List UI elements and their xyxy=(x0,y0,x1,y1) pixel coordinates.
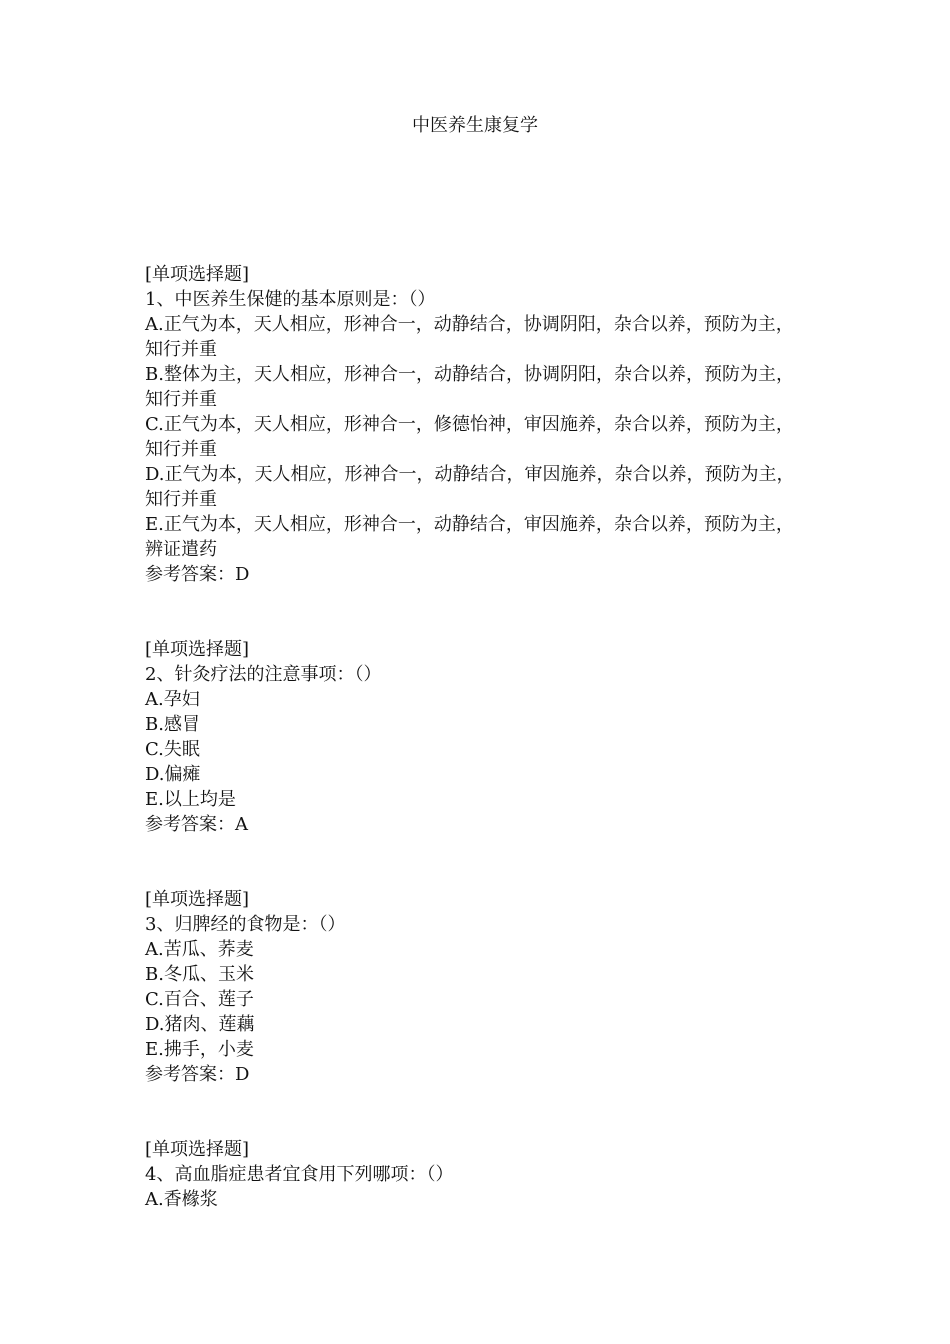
question-stem: 3、归脾经的食物是：（） xyxy=(145,914,346,935)
option-b: B.感冒 xyxy=(145,714,200,735)
option-d: D.正气为本，天人相应，形神合一，动静结合，审因施养，杂合以养，预防为主，知行并重 xyxy=(145,464,795,510)
option-a: A.苦瓜、荞麦 xyxy=(145,939,254,960)
option-d: D.偏瘫 xyxy=(145,764,201,785)
option-c: C.失眠 xyxy=(145,739,200,760)
question-block-4 xyxy=(145,1137,805,1212)
option-a: A.孕妇 xyxy=(145,689,200,710)
question-type: [单项选择题] xyxy=(145,889,250,910)
question-stem: 1、中医养生保健的基本原则是：（） xyxy=(145,289,436,310)
question-block-2 xyxy=(145,637,805,837)
question-type: [单项选择题] xyxy=(145,1139,250,1160)
reference-answer: 参考答案：D xyxy=(145,1064,250,1085)
reference-answer: 参考答案：A xyxy=(145,814,248,835)
option-e: E.正气为本，天人相应，形神合一，动静结合，审因施养，杂合以养，预防为主，辨证遣药 xyxy=(145,514,794,560)
option-c: C.百合、莲子 xyxy=(145,989,254,1010)
option-a: A.正气为本，天人相应，形神合一，动静结合，协调阴阳，杂合以养，预防为主，知行并重 xyxy=(145,314,794,360)
option-d: D.猪肉、莲藕 xyxy=(145,1014,255,1035)
document-title: 中医养生康复学 xyxy=(412,115,538,136)
reference-answer: 参考答案：D xyxy=(145,564,250,585)
option-a: A.香橼浆 xyxy=(145,1189,218,1210)
option-e: E.以上均是 xyxy=(145,789,236,810)
question-type: [单项选择题] xyxy=(145,264,250,285)
question-stem: 4、高血脂症患者宜食用下列哪项：（） xyxy=(145,1164,454,1185)
option-b: B.整体为主，天人相应，形神合一，动静结合，协调阴阳，杂合以养，预防为主，知行并重 xyxy=(145,364,794,410)
option-e: E.拂手，小麦 xyxy=(145,1039,254,1060)
question-stem: 2、针灸疗法的注意事项：（） xyxy=(145,664,382,685)
option-c: C.正气为本，天人相应，形神合一，修德怡神，审因施养，杂合以养，预防为主，知行并重 xyxy=(145,414,794,460)
question-list xyxy=(145,262,805,1212)
question-block-1 xyxy=(145,262,805,587)
question-type: [单项选择题] xyxy=(145,639,250,660)
question-block-3 xyxy=(145,887,805,1087)
option-b: B.冬瓜、玉米 xyxy=(145,964,254,985)
